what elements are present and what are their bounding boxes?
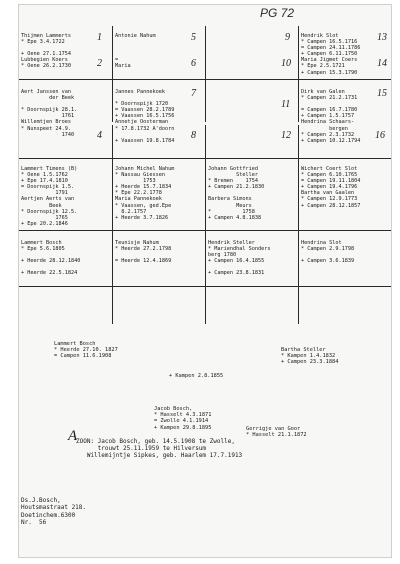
grid-line — [205, 266, 206, 324]
ancestor-number: 10 — [281, 58, 291, 69]
grid-line — [19, 230, 391, 231]
ancestor-cell: Thijmen Lammerts * Epe 3.4.1722 + Oene 27.1.1754 Lubbegien Koers * Oene 26.2.1730 — [21, 33, 71, 70]
ancestor-number: 16 — [375, 130, 385, 141]
mother-entry: Bartha Steller * Kampen 1.4.1832 + Campen 23.3.1884 — [281, 347, 339, 366]
ancestor-cell: Dirk van Galen * Campen 21.2.1731 = Campen 16.7.1780 + Campen 1.5.1757 Hendrina Schaars- bergen * Campen 2.3.1732 + Campen 10.12.1794 — [301, 89, 361, 144]
grid-line — [112, 266, 113, 324]
ancestor-number: 15 — [377, 88, 387, 99]
grid-line — [19, 158, 391, 159]
section-letter: A — [68, 428, 78, 444]
page-header-note: PG 72 — [260, 6, 295, 20]
grandfather-entry: Jacob Bosch, * Hasselt 4.3.1871 = Zwolle 4.1.1914 + Kampen 29.8.1895 — [154, 406, 212, 431]
ancestor-number: 12 — [281, 130, 291, 141]
ancestor-number: 7 — [191, 88, 196, 99]
ancestor-cell: Wichert Coert Slot * Campen 6.10.1765 = Campen 19.11.1804 + Campen 19.4.1796 Bartha van Gaalen * Campen 12.9.1773 + Campen 28.12.1857 — [301, 166, 361, 209]
ancestor-number: 14 — [377, 58, 387, 69]
father-entry: Lammert Bosch * Heerde 27.10. 1827 = Campen 11.6.1908 — [54, 341, 118, 360]
ancestor-number: 9 — [285, 32, 290, 43]
ancestor-cell: Hendrik Steller * Mariendhal Sonders berg 1780 + Campen 16.4.1855 + Campen 23.8.1831 — [208, 240, 271, 277]
grid-line — [112, 26, 113, 122]
ancestor-cell: Johann Michel Nahum * Nassau Giessen 1753 + Heerde 15.7.1834 * Epe 22.2.1778 Maria Pannekoek * Vaassen, ged.Epe 8.2.1757 + Heerde 3.7.1826 — [115, 166, 175, 221]
ancestor-cell: Antonie Nahum = Maria — [115, 33, 156, 70]
grid-line — [19, 79, 391, 80]
ancestor-number: 4 — [97, 130, 102, 141]
ancestor-grid — [19, 26, 391, 326]
ancestor-number: 13 — [377, 32, 387, 43]
address-block: Ds.J.Bosch, Houtsmastraat 218. Doetinchem.6300 Nr. 56 — [21, 497, 87, 526]
ancestor-cell: Jannes Pannekoek * Doornspijk 1720 = Vaassen 28.2.1789 + Vaassen 16.5.1756 Annetje Oosterman * 17.8.1732 A'doorn + Vaassen 19.8.1784 — [115, 89, 175, 144]
grid-line — [298, 266, 299, 324]
ancestor-cell: Lammert Bosch * Epe 5.6.1805 + Heerde 28.12.1840 + Heerde 22.5.1824 — [21, 240, 81, 277]
ancestor-cell: Lammert Timens (B) * Oene 1.5.1762 + Epe 17.4.1810 = Doornspijk 1.5. 1791 Aertjen Aerts van Beek * Doornspijk 12.5. 1765 + Epe 20.2.1846 — [21, 166, 78, 227]
ancestor-cell: Teunisje Nahum * Heerde 27.2.1798 = Heerde 12.4.1869 — [115, 240, 172, 265]
ancestor-number: 11 — [281, 99, 291, 110]
grid-line — [19, 286, 391, 287]
son-entry: ZOON: Jacob Bosch, geb. 14.5.1908 te Zwolle, trouwt 25.11.1959 te Hilversum Willemijntje Sipkes, geb. Haarlem 17.7.1913 — [76, 438, 243, 459]
grid-line — [205, 26, 206, 122]
ancestor-number: 1 — [97, 32, 102, 43]
ancestor-cell: Hendrik Slot * Campen 16.5.1716 = Campen 24.11.1786 + Campen 6.11.1750 Maria Jigmet Coers * Epe 2.5.1721 + Campen 15.3.1790 — [301, 33, 361, 76]
ancestor-cell: Johann Gottfried Steller * Bremen 1754 + Campen 21.2.1830 Barbera Simons Meurs * 1758 + Campen 4.8.1838 — [208, 166, 265, 221]
grandmother-entry: Gerrigje van Goor * Hasselt 21.1.1872 — [246, 426, 307, 439]
ancestor-number: 8 — [191, 130, 196, 141]
genealogy-page — [18, 4, 392, 558]
ancestor-number: 6 — [191, 58, 196, 69]
ancestor-number: 5 — [191, 32, 196, 43]
ancestor-cell: Hendrina Slot * Campen 2.9.1798 + Campen 3.6.1839 — [301, 240, 355, 265]
marriage-entry: + Kampen 2.8.1855 — [169, 373, 224, 379]
ancestor-cell: Aert Janssen van der Beek * Doornspijk 28.1. 1761 Willemtjen Broes * Nunspeet 24.9. 1740 — [21, 89, 78, 138]
ancestor-number: 2 — [97, 58, 102, 69]
grid-line — [298, 26, 299, 122]
